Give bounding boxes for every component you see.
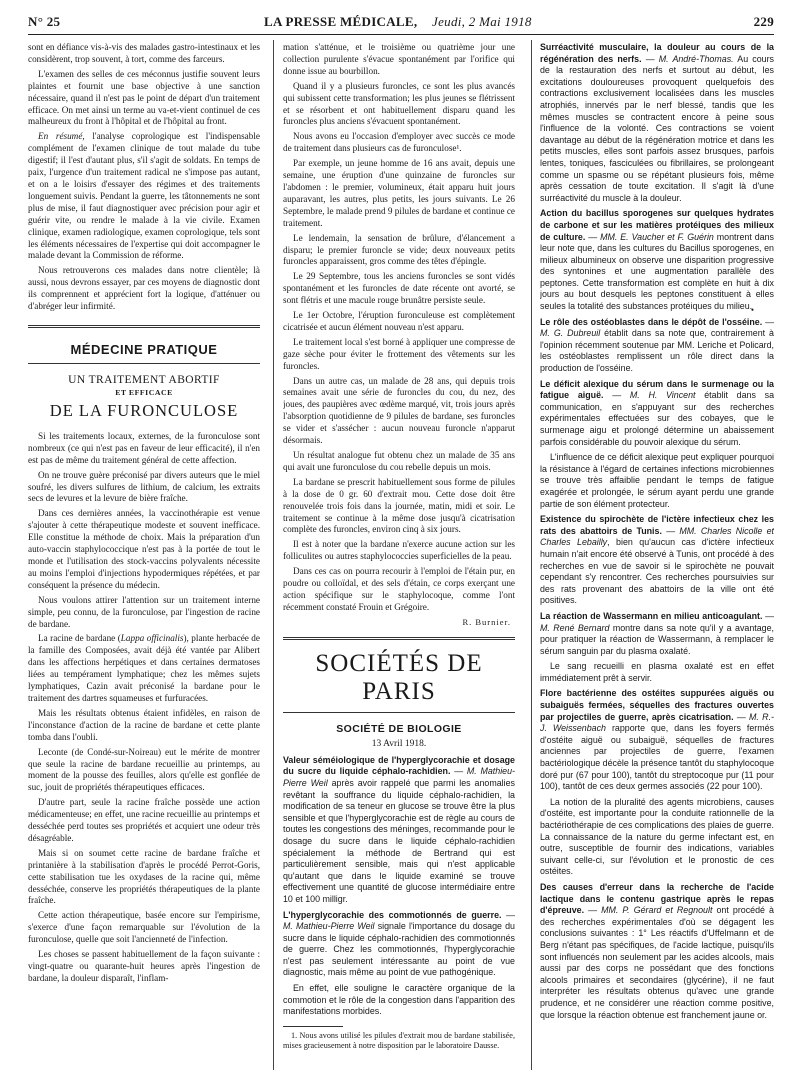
paragraph: Nous avons eu l'occasion d'employer avec succès ce mode de traitement dans plusieurs cas de furonculose¹. xyxy=(283,131,515,154)
paragraph: Nous voulons attirer l'attention sur un traitement interne simple, peu connu, de la furonculose, par l'ingestion de racine de bardane. xyxy=(28,594,260,629)
article-title-line1: UN TRAITEMENT ABORTIF xyxy=(68,373,220,386)
paragraph: Le traitement local s'est borné à appliquer une compresse de gaze sèche pour éviter le frottement des vêtements sur les furoncles. xyxy=(283,336,515,371)
abstract-author: M. Mathieu-Pierre Weil xyxy=(283,921,375,932)
abstract-text: ont procédé à des recherches expérimentales d'où se dégagent les conclusions suivantes : 1° Les réactifs d'Uffelmann et de Berg n'étant pas spécifiques, de l'acide lactique, puisqu'ils sont influencés non seulement par les acides alcools, mais aussi par des corps ne possédant que des fonctions alcools primaires et secondaires (glycérine), il ne faut interpréter les résultats obtenus qu'avec une grande prudence, et ne considérer une réaction comme positive, que lorsque la réaction obtenue est franchement jaune or. xyxy=(540,905,774,1020)
paragraph: sont en défiance vis-à-vis des malades gastro-intestinaux et les considèrent, trop souvent, à tort, comme des farceurs. xyxy=(28,42,260,64)
abstract-continued: L'influence de ce déficit alexique peut expliquer pourquoi la résistance à l'égard de certaines infections microbiennes se trouve très affaiblie pendant le temps de fatigue exagérée et prolongée, le sérum ayant perdu une grande partie de son élément protecteur. xyxy=(540,452,774,509)
journal-name: LA PRESSE MÉDICALE, xyxy=(264,14,418,29)
author-signature: R. Burnier. xyxy=(462,616,511,627)
abstract-text: montrent dans leur note que, dans les cultures du Bacillus sporogenes, en milieux albumineux on observe une disparition progressive des syntonines et une augmentation parallèle des peptones. Cette transformation est complète en huit à dix jours au bout desquels les peptones constituent à elles seules la totalité des substances protéiques du milieu. xyxy=(540,231,774,312)
abstract: La réaction de Wassermann en milieu anticoagulant. — M. René Bernard montre dans sa note qu'il y a avantage, pour pratiquer la réaction de Wassermann, à remplacer le sérum sanguin par du plasma oxalaté. xyxy=(540,610,774,656)
section-rule xyxy=(283,637,515,640)
abstract-author: M. H. Vincent xyxy=(629,390,696,401)
session-date: 13 Avril 1918. xyxy=(371,738,427,749)
paragraph: mation s'atténue, et le troisième ou quatrième jour une collection purulente s'évacue spontanément par l'orifice qui donne issue au bourbillon. xyxy=(283,42,515,76)
paragraph: Si les traitements locaux, externes, de la furonculose sont nombreux (ce qui n'est pas en faveur de leur efficacité), il n'en est pas de même du traitement général de cette affection. xyxy=(28,430,260,465)
abstract-author: MM. E. Vaucher et F. Guérin xyxy=(600,231,714,242)
paragraph: Mais si on soumet cette racine de bardane fraîche et printanière à la stabilisation d'après le procédé Perrot-Goris, cette stabilisation tue les oxydases de la racine qui, même desséchée, conserve les propriétés thérapeutiques de la plante fraîche. xyxy=(28,847,260,906)
abstract: Des causes d'erreur dans la recherche de l'acide lactique dans le contenu gastrique après le repas d'épreuve. — MM. P. Gérard et Regnoult ont procédé à des recherches expérimentales d'où se dégagent les conclusions suivantes : 1° Les réactifs d'Uffelmann et de Berg n'étant pas spécifiques, de l'acide lactique, puisqu'ils sont influencés non seulement par les acides alcools, mais aussi par des corps ne possédant que des fonctions alcools primaires et secondaires (glycérine), il ne faut interpréter les résultats obtenus qu'avec une grande prudence, et ne considérer une réaction comme positive, que lorsque la réaction obtenue est franchement jaune or. xyxy=(540,881,774,1020)
abstract: Existence du spirochète de l'ictère infectieux chez les rats des abattoirs de Tunis. — MM. Charles Nicolle et Charles Lebailly, bien qu'aucun cas d'ictère infectieux humain n'ait encore été observé à Tunis, ont procédé à des recherches en vue de savoir si le spirochète ne pouvait cependant s'y rencontrer. Ces recherches poursuivies sur des rats provenant des abattoirs de la ville ont été positives. xyxy=(540,514,774,606)
bullet-mark: • xyxy=(750,304,754,315)
column-separator xyxy=(273,40,274,1070)
abstract-title: Action du bacillus sporogenes sur quelques hydrates de carbone et sur les matières protéiques des milieux de culture. xyxy=(540,208,774,242)
abstract-author: MM. Charles Nicolle et Charles Lebailly xyxy=(540,525,774,548)
abstract-title: L'hyperglycorachie des commotionnés de guerre. xyxy=(283,909,502,920)
abstract-author: M. Mathieu-Pierre Weil xyxy=(283,766,515,788)
paragraph xyxy=(28,131,260,262)
section-rule xyxy=(283,712,515,713)
abstract-title: Valeur séméiologique de l'hyperglycorachie et dosage du sucre du liquide céphalo-rachidien. xyxy=(283,754,515,777)
abstract-title: Existence du spirochète de l'ictère infectieux chez les rats des abattoirs de Tunis. xyxy=(540,514,774,536)
abstract-title: Flore bactérienne des ostéites suppurées aiguës ou subaiguës fermées, séquelles des fractures ouvertes par projectiles de guerre, après cicatrisation. xyxy=(540,688,774,722)
abstract-text: après avoir rappelé que parmi les anomalies revêtant la souffrance du liquide céphalo-rachidien, la modification de sa teneur en glucose se trouve être la plus sensible et que l'hyperglycorachie est de règle au cours de toutes les congestions des méninges, recommande pour le dosage du sucre dans le liquide céphalo-rachidien spécialement la méthode de Bertrand qui est particulièrement sensible, mais qui n'est applicable qu'autant que dans le liquide examiné se trouve effectivement une quantité de glucose intermédiaire entre 10 et 100 milligr. xyxy=(283,777,515,904)
abstract: Flore bactérienne des ostéites suppurées aiguës ou subaiguës fermées, séquelles des fractures ouvertes par projectiles de guerre, après cicatrisation. — M. R.-J. Weissenbach rapporte que, dans les foyers fermés d'ostéite aiguë ou subaiguë, séquelles de fractures anciennes par projectiles de guerre, l'examen bactériologique décèle la présence tantôt du staphylocoque doré pur (67 pour 100), tantôt du streptocoque pur (11 pour 100), tantôt de ces deux germes associés (22 pour 100). xyxy=(540,688,774,792)
paragraph: Dans ces dernières années, la vaccinothérapie est venue s'ajouter à cette thérapeutique modeste et souvent inefficace. Elle constitue la méthode de choix. Mais la préparation d'un auto-vaccin staphylococcique n'est pas à la portée de tout le monde et l'utilisation des stock-vaccins polyvalents nécessite au moins l'emploi d'injections hypodermiques répétées, et par conséquent la présence du médecin. xyxy=(28,508,260,590)
abstract-text: établit dans sa communication, en s'appuyant sur des recherches expérimentales effectuées sur des cobayes, que le surmenage aigu et prolongé détermine un abaissement parfois considérable du pouvoir alexique du sérum. xyxy=(540,390,774,447)
abstract-author: M. René Bernard xyxy=(540,622,610,633)
abstract-title: Des causes d'erreur dans la recherche de l'acide lactique dans le contenu gastrique après le repas d'épreuve. xyxy=(540,881,774,916)
abstract-text: établit dans sa note que, contrairement à l'opinion récemment soutenue par MM. Leriche et Policard, les ostéoblastes remplissent un rôle direct dans la production de l'osséine. xyxy=(540,328,774,374)
abstract-continued: Le sang recueilli en plasma oxalaté est en effet immédiatement prêt à servir. xyxy=(540,661,774,683)
paragraph: Cette action thérapeutique, basée encore sur l'empirisme, s'exerce d'une façon remarquable sur l'évolution de la furonculose, quelle que soit l'ancienneté de l'infection. xyxy=(28,910,260,945)
abstract-text: rapporte que, dans les foyers fermés d'ostéite aiguë ou subaiguë, séquelles de fractures anciennes par projectiles de guerre, l'examen bactériologique décèle la présence tantôt du staphylocoque doré pur (67 pour 100), tantôt du streptocoque pur (11 pour 100), tantôt de ces deux germes associés (22 pour 100). xyxy=(540,723,774,792)
paragraph: Un résultat analogue fut obtenu chez un malade de 35 ans qui avait une furonculose du cou rebelle depuis un mois. xyxy=(283,450,515,472)
column-separator xyxy=(531,40,532,1070)
footnote: 1. Nous avons utilisé les pilules d'extrait mou de bardane stabilisée, mises gracieusement à notre disposition par le laboratoire Dausse. xyxy=(283,1030,515,1051)
abstract-author: MM. P. Gérard et Regnoult xyxy=(601,905,713,916)
article-title-line2: ET EFFICACE xyxy=(115,387,173,397)
abstract-text: Au cours de la restauration des nerfs et surtout au début, les excitations douloureuses provoquent quelquefois des contractions exclusivement localisées dans les muscles atrophiés, innervés par le nerf blessé, tandis que les mêmes muscles se contractent encore à peine sous l'influence de la volonté. Ces contractions se voient davantage au début de la régénération motrice et dans les petits muscles, elles sont parfois assez brusques, parfois lentes, toniques, fasciculées ou fibrillaires, se prolongeant comme un spasme ou se répétant plusieurs fois, même après cessation de toute excitation. Il s'agit là d'une surréactivité du muscle à la douleur. xyxy=(540,53,774,203)
header-rule xyxy=(28,34,774,35)
page-number: 229 xyxy=(753,14,774,29)
society-title: SOCIÉTÉ DE BIOLOGIE xyxy=(336,722,462,735)
column-left xyxy=(28,42,260,1074)
section-rule xyxy=(28,325,260,328)
abstract-author: M. R.-J. Weissenbach xyxy=(540,711,774,734)
abstract-text: montre dans sa note qu'il y a avantage, pour pratiquer la réaction de Wassermann, à remplacer le sérum sanguin par du plasma oxalaté. xyxy=(540,622,774,656)
abstract-title: Le déficit alexique du sérum dans le surmenage ou la fatigue aiguë. xyxy=(540,378,774,401)
paragraph xyxy=(28,633,260,704)
paragraph: Dans un autre cas, un malade de 28 ans, qui depuis trois semaines avait une série de furoncles du cou, du nez, des joues, des paupières avec œdème marqué, vit, trois jours après l'absorption quotidienne de 9 pilules de bardane, ses furoncles se vider et s'assécher : aucun nouveau furoncle n'apparut désormais. xyxy=(283,375,515,446)
paragraph-text: l'analyse coprologique est l'indispensable complément de l'examen clinique de tout malade du tube digestif; il l'est d'autant plus, s'il s'agit de soldats. En temps de paix, l'urgence d'un traitement radical ne s'impose pas autant, et on a le loisirs d'essayer des régimes et des traitements longuement suivis. Pendant la guerre, les tâtonnements ne sont plus de mise, il faut diagnostiquer avec précision pour agir et guérir vite, ou rendre le malade à la vie civile. Examen clinique, examen radiologique, examen coprologique, tels sont les éléments nécessaires de l'expertise qui doit accompagner le malade devant la Commission de réforme. xyxy=(28,131,260,261)
abstract-author: M. André-Thomas. xyxy=(658,53,734,64)
paragraph: Leconte (de Condé-sur-Noireau) eut le mérite de montrer que seule la racine de bardane recueillie au printemps, au moment de la pousse des feuilles, alors qu'elle est gonflée de suc, jouit de propriétés thérapeutiques efficaces. xyxy=(28,746,260,793)
issue-number: N° 25 xyxy=(28,14,61,29)
latin-name: Lappa officinalis xyxy=(120,633,184,644)
paragraph: Quand il y a plusieurs furoncles, ce sont les plus avancés qui subissent cette transformation; les plus jeunes se flétrissent et se résorbent et ont habituellement disparu quand les furoncles plus anciens s'évacuent spontanément. xyxy=(283,80,515,127)
paragraph: D'autre part, seule la racine fraîche possède une action médicamenteuse; en effet, une racine recueillie au printemps et desséchée perd toutes ses propriétés et acquiert une odeur très désagréable. xyxy=(28,797,260,843)
abstract: Le déficit alexique du sérum dans le surmenage ou la fatigue aiguë. — M. H. Vincent établit dans sa communication, en s'appuyant sur des recherches expérimentales effectuées sur des cobayes, que le surmenage aigu et prolongé détermine un abaissement parfois considérable du pouvoir alexique du sérum. xyxy=(540,378,774,447)
abstract-title: Surréactivité musculaire, la douleur au cours de la régénération des nerfs. xyxy=(540,42,774,64)
abstract-title: Le rôle des ostéoblastes dans le dépôt de l'osséine. xyxy=(540,316,763,327)
paragraph: Mais les résultats obtenus étaient infidèles, en raison de l'inconstance d'action de la racine de bardane et cette plante tomba dans l'oubli. xyxy=(28,707,260,742)
paragraph-text: ), plante herbacée de la famille des Composées, avait déjà été vantée par Alibert dans les affections herpétiques et dans certaines dermatoses liées au tempérament lymphatique; chez les mêmes sujets lymphatiques, Cazin avait préconisé la bardane pour le traitement des dartres squameuses et furfuracées. xyxy=(28,633,260,703)
paragraph: Le lendemain, la sensation de brûlure, d'élancement a disparu; le premier furoncle se vide; deux nouveaux petits furoncles apparaissent, gros comme des têtes d'épingle. xyxy=(283,232,515,267)
column-middle xyxy=(283,42,515,1074)
section-title: MÉDECINE PRATIQUE xyxy=(70,341,218,357)
abstract: Valeur séméiologique de l'hyperglycorachie et dosage du sucre du liquide céphalo-rachidien. — M. Mathieu-Pierre Weil après avoir rappelé que parmi les anomalies revêtant la souffrance du liquide céphalo-rachidien, la modification de sa teneur en glucose se trouve être la plus sensible et que l'hyperglycorachie est de règle au cours de toutes les congestions des méninges, recommande pour le dosage du sucre dans le liquide céphalo-rachidien spécialement la méthode de Bertrand qui est particulièrement sensible, mais qui n'est applicable qu'autant que dans le liquide examiné se trouve effectivement une quantité de glucose intermédiaire entre 10 et 100 milligr. xyxy=(283,754,515,904)
footnote-rule xyxy=(283,1026,343,1027)
paragraph: Les choses se passent habituellement de la façon suivante : vingt-quatre ou quarante-huit heures après l'ingestion de bardane, la douleur disparaît, l'inflam- xyxy=(28,949,260,983)
paragraph: Nous retrouverons ces malades dans notre clientèle; là aussi, nous devrons essayer, par ces moyens de diagnostic dont ils comprennent et apprécient fort la logique, d'atténuer ou d'abréger leur infirmité. xyxy=(28,265,260,312)
paragraph: Il est à noter que la bardane n'exerce aucune action sur les folliculites ou autres staphylococcies superficielles de la peau. xyxy=(283,539,515,562)
abstract-continued: La notion de la pluralité des agents microbiens, causes d'ostéite, est importante pour la conduite rationnelle de la bactériothérapie de ces complications des plaies de guerre. La connaissance de la nature du germe infectant est, en outre, susceptible de fournir des indications, variables suivant celle-ci, sur l'évolution et le pronostic de ces ostéites. xyxy=(540,796,774,877)
running-header xyxy=(28,14,774,32)
paragraph: Le 1er Octobre, l'éruption furonculeuse est complètement cicatrisée et aucun élément nouveau n'est apparu. xyxy=(283,310,515,332)
abstract-author: M. G. Dubreuil xyxy=(540,328,601,339)
abstract: Surréactivité musculaire, la douleur au cours de la régénération des nerfs. — M. André-Thomas. Au cours de la restauration des nerfs et surtout au début, les excitations douloureuses provoquent quelquefois des contractions exclusivement localisées dans les muscles atrophiés, innervés par le nerf blessé, tandis que les mêmes muscles se contractent encore à peine sous l'influence de la volonté. Ces contractions se voient davantage au début de la régénération motrice et dans les petits muscles, elles sont parfois assez brusques, parfois lentes, toniques, fasciculées ou fibrillaires, se prolongeant comme un spasme ou se répétant plusieurs fois, même après cessation de toute excitation. Il s'agit là d'une surréactivité du muscle à la douleur. xyxy=(540,42,774,203)
abstract: Le rôle des ostéoblastes dans le dépôt de l'osséine. — M. G. Dubreuil établit dans sa note que, contrairement à l'opinion récemment soutenue par MM. Leriche et Policard, les ostéoblastes remplissent un rôle direct dans la production de l'osséine. xyxy=(540,316,774,374)
paragraph: La bardane se prescrit habituellement sous forme de pilules à la dose de 0 gr. 60 d'extrait mou. Cette dose doit être renouvelée trois fois dans la journée, matin, midi et soir. Le traitement se continue à la même dose jusqu'à cicatrisation complète des furoncles, environ cinq à six jours. xyxy=(283,476,515,535)
abstract: Action du bacillus sporogenes sur quelques hydrates de carbone et sur les matières protéiques des milieux de culture. — MM. E. Vaucher et F. Guérin montrent dans leur note que, dans les cultures du Bacillus sporogenes, en milieux albumineux on observe une disparition progressive des syntonines et une augmentation parallèle des peptones. Cette transformation est complète en huit à dix jours au bout desquels les peptones constituent à elles seules la totalité des substances protéiques du milieu. xyxy=(540,208,774,312)
abstract-text: signale l'importance du dosage du sucre dans le liquide céphalo-rachidien des commotionnés de guerre. Chez les commotionnés, l'hyperglycorachie n'est pas seulement intéressante au point de vue diagnostic, mais même au point de vue pathogénique. xyxy=(283,921,515,978)
issue-date: Jeudi, 2 Mai 1918 xyxy=(432,14,532,29)
abstract-text: , bien qu'aucun cas d'ictère infectieux humain n'ait encore été observé à Tunis, ont procédé à des recherches en vue de savoir si le spirochète ne pouvait cependant s'y rencontrer. Ces recherches poursuivies sur des rats provenant des abattoirs de la ville ont été positives. xyxy=(540,537,774,606)
paragraph: L'examen des selles de ces méconnus justifie souvent leurs plaintes et fournit une base objective à une sanction nécessaire, quand il n'est pas le point de départ d'un traitement efficace. On met ainsi un terme au va-et-vient continuel de ces malheureux du front à l'hôpital et de l'hôpital au front. xyxy=(28,68,260,127)
paragraph: On ne trouve guère préconisé par divers auteurs que le miel soufré, les divers sulfures de lithium, de calcium, les extraits secs de levures et la levure de bière fraîche. xyxy=(28,469,260,504)
abstract: L'hyperglycorachie des commotionnés de guerre. — M. Mathieu-Pierre Weil signale l'importance du dosage du sucre dans le liquide céphalo-rachidien des commotionnés de guerre. Chez les commotionnés, l'hyperglycorachie n'est pas seulement intéressante au point de vue diagnostic, mais même au point de vue pathogénique. xyxy=(283,909,515,978)
column-right xyxy=(540,42,774,1074)
paragraph: Dans ces cas on pourra recourir à l'emploi de l'étain pur, en poudre ou colloïdal, et des sels d'étain, ce corps exerçant une action spécifique sur le staphylocoque, comme l'ont récemment constaté Frouin et Grégoire. xyxy=(283,566,515,612)
section-big-title: SOCIÉTÉS DE PARIS xyxy=(315,649,483,705)
paragraph-lead: En résumé, xyxy=(38,131,85,142)
section-rule xyxy=(28,363,260,364)
paragraph-text: La racine de bardane ( xyxy=(38,633,121,644)
article-title-line3: DE LA FURONCULOSE xyxy=(49,400,239,420)
paragraph: Par exemple, un jeune homme de 16 ans avait, depuis une semaine, une éruption d'une quinzaine de furoncles sur l'abdomen : le premier, volumineux, était apparu huit jours auparavant, les autres, plus petits, les jours suivants. Le 26 Septembre, le malade prend 9 pilules de bardane et continue ce traitement. xyxy=(283,158,515,228)
abstract-title: La réaction de Wassermann en milieu anticoagulant. xyxy=(540,610,763,621)
abstract-continued: En effet, elle souligne le caractère organique de la commotion et le rôle de la congestion dans l'apparition des manifestations morbides. xyxy=(283,983,515,1017)
paragraph: Le 29 Septembre, tous les anciens furoncles se sont vidés spontanément et les furoncles de date récente ont avorté, se sont flétris et une macule rouge brunâtre persiste seule. xyxy=(283,271,515,306)
